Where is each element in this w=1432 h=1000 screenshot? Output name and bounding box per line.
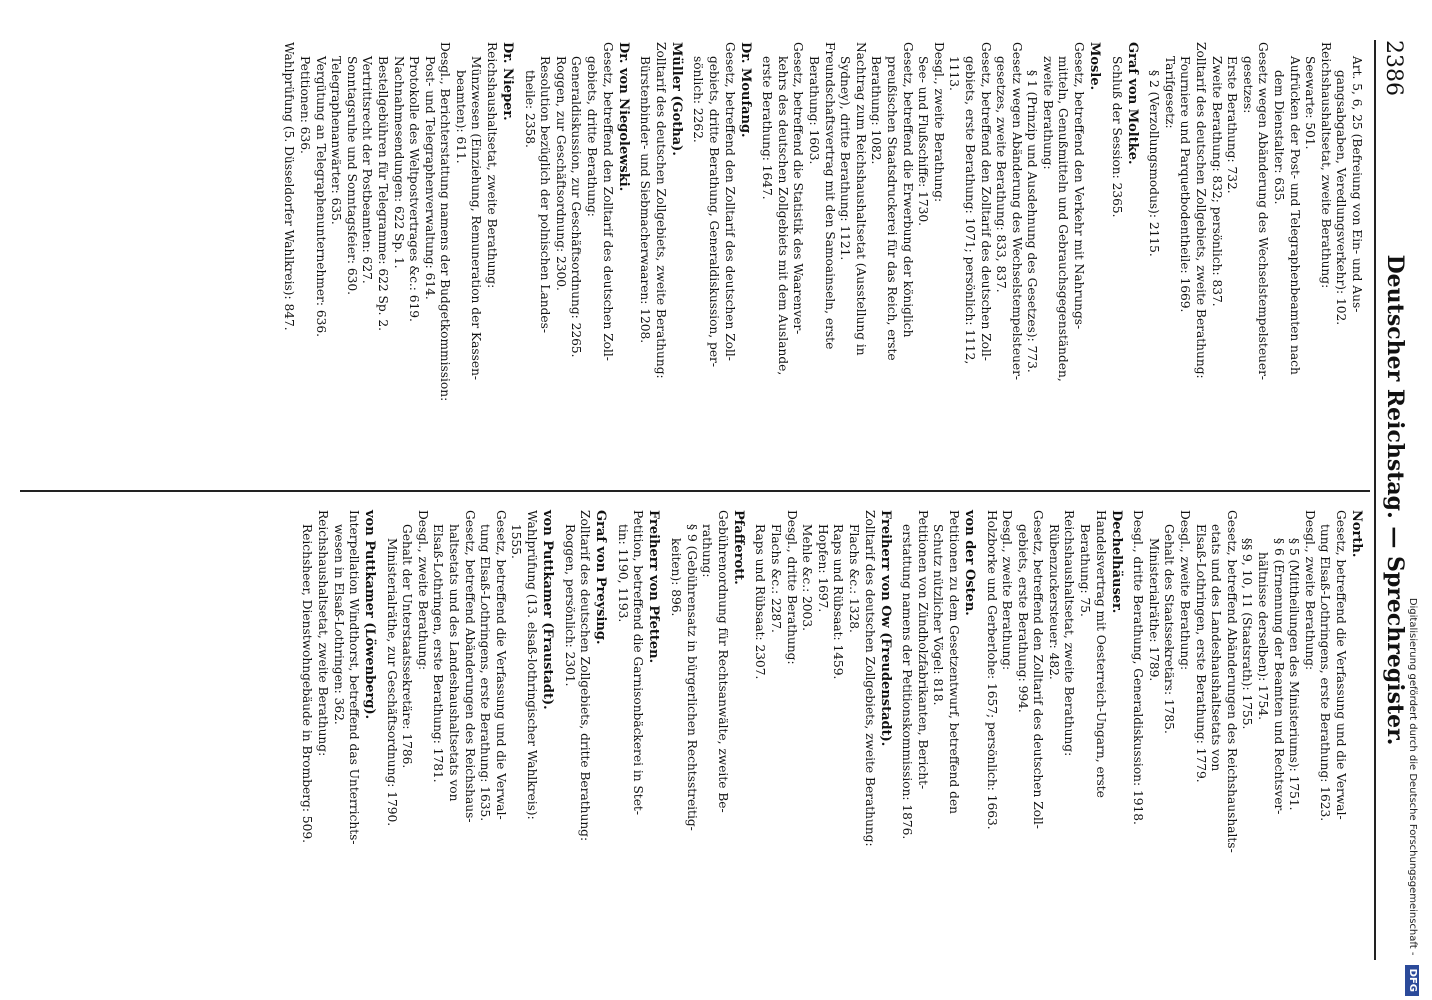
register-line: gebiets, dritte Berathung, Generaldiskussion, per- xyxy=(707,56,722,367)
register-line: Handelsvertrag mit Oesterreich-Ungarn, erste xyxy=(1093,510,1108,798)
register-line: Ministerialräthe, zur Geschäftsordnung: 1790. xyxy=(384,538,399,827)
register-line: Berathung: 75. xyxy=(1078,524,1093,617)
register-entry xyxy=(1108,42,1140,482)
register-line: Sydney), dritte Berathung: 1121. xyxy=(838,56,853,261)
register-line: Flachs &c.: 2287. xyxy=(769,524,783,633)
speaker-name: North. xyxy=(1349,510,1364,558)
register-line: Gesetz, betreffend den Zolltarif des deutschen Zoll- xyxy=(978,42,993,361)
register-entry xyxy=(759,42,1102,482)
register-line: Gesetz, betreffend die Erwerbung der königlich xyxy=(900,42,915,338)
register-line: Desgl., dritte Berathung, Generaldiskussion: 1918. xyxy=(1131,510,1146,825)
register-line: Hopfen: 1697. xyxy=(815,524,830,613)
register-line: gebiets, dritte Berathung: xyxy=(585,56,600,217)
speaker-name: Dr. von Niegolewski. xyxy=(615,42,631,192)
register-line: Gesetz wegen Abänderung des Wechselstempelsteuer- xyxy=(1009,42,1024,381)
register-line: Nachnahmesendungen: 622 Sp. 1. xyxy=(391,56,406,269)
register-line: Petitionen: 636. xyxy=(297,56,312,154)
register-line: § 5 (Mittheilungen des Ministeriums): 1751. xyxy=(1287,538,1302,811)
speaker-name: Freiherr von Ow (Freudenstadt). xyxy=(877,510,893,747)
register-line: § 9 (Gebührensatz in bürgerlichen Rechtsstreitig- xyxy=(684,524,699,831)
register-line: dem Dienstalter: 635. xyxy=(1272,70,1287,205)
register-line: Wahlprüfung (5. Düsseldorfer Wahlkreis): 847. xyxy=(282,42,297,331)
register-line: Gesetz wegen Abänderung des Wechselstempelsteuer- xyxy=(1256,42,1271,381)
register-line: Gesetz, betreffend den Zolltarif des deutschen Zoll- xyxy=(1031,510,1046,829)
register-line: Zolltarif des deutschen Zollgebiets, zweite Berathung: xyxy=(653,42,668,379)
register-line: Berathung: 1082. xyxy=(869,56,884,165)
register-line: wesen in Elsaß-Lothringen: 362. xyxy=(331,524,346,725)
register-line: Reichshaushaltsetat, zweite Berathung: xyxy=(315,510,330,757)
register-line: § 6 (Ernennung der Beamten und Rechtsver- xyxy=(1271,538,1286,815)
register-line: Telegraphenanwärter: 635. xyxy=(329,56,344,225)
register-line: Vergütung an Telegraphenunternehmer: 636. xyxy=(313,56,328,338)
speaker-name: von der Osten. xyxy=(961,510,977,616)
right-column xyxy=(293,510,1364,950)
register-line: zweite Berathung: xyxy=(1040,56,1055,170)
speaker-name: Dechelhäuser. xyxy=(1108,510,1124,614)
speaker-name: von Puttkamer (Fraustadt). xyxy=(540,510,556,710)
register-line: Gesetz, betreffend den Verkehr mit Nahrungs- xyxy=(1072,42,1087,330)
register-line: Reichshaushaltsetat, zweite Berathung: xyxy=(1318,42,1333,289)
digitization-note xyxy=(1400,6,1424,996)
register-line: Post- und Telegraphenverwaltung: 614. xyxy=(422,56,437,300)
register-line: sönlich: 2262. xyxy=(691,56,706,143)
register-line: Desgl., zweite Berathung: xyxy=(1302,510,1317,671)
register-line: Desgl., zweite Berathung: xyxy=(1000,510,1015,671)
register-line: Freundschaftsvertrag mit den Samoainseln, erste xyxy=(822,42,837,350)
register-line: tin: 1190, 1193. xyxy=(615,524,630,623)
digitization-note-text: Digitalisierung gefördert durch die Deutsche Forschungsgemeinschaft - xyxy=(1407,597,1418,956)
register-line: Desgl., zweite Berathung: xyxy=(931,42,946,203)
register-line: Interpellation Windthorst, betreffend das Unterrichts- xyxy=(347,510,362,845)
register-line: Gesetz, betreffend die Verfassung und die Verwal- xyxy=(1334,510,1348,820)
register-line: Reichsheer, Dienstwohngebäude in Bromberg: 509. xyxy=(300,524,315,843)
register-line: gesetzes, zweite Berathung: 833, 837. xyxy=(994,56,1009,293)
register-line: Vertrittsrecht der Postbeamten: 627. xyxy=(360,56,375,284)
register-line: Sonntagsruhe und Sonntagsfeier: 630. xyxy=(344,56,359,295)
register-line: gebiets, erste Berathung: 994. xyxy=(1015,524,1030,713)
register-line: Gesetz, betreffend Abänderungen des Reichshaushalts- xyxy=(1224,510,1239,853)
register-entry xyxy=(281,42,515,482)
register-line: Petitionen zu dem Gesetzentwurf, betreffend den xyxy=(946,510,961,815)
register-line: rathung: xyxy=(700,524,715,578)
register-line: Gesetz, betreffend den Zolltarif des deutschen Zoll- xyxy=(600,42,615,361)
register-line: Zolltarif des deutschen Zollgebiets, dritte Berathung: xyxy=(578,510,593,842)
column-divider xyxy=(20,490,1370,492)
register-line: Schutz nützlicher Vögel: 818. xyxy=(931,524,946,706)
register-line: tung Elsaß-Lothringens, erste Berathung: 1635. xyxy=(478,524,493,822)
register-line: Bestellgebühren für Telegramme: 622 Sp. 2. xyxy=(375,56,390,332)
speaker-name: Mosle. xyxy=(1087,42,1103,91)
page-number: 2386 xyxy=(1381,40,1406,96)
register-line: gesetzes: xyxy=(1240,56,1255,114)
register-line: Zweite Berathung: 832; persönlich: 837. xyxy=(1209,56,1224,307)
register-line: Raps und Rübsaat: 1459. xyxy=(831,524,846,680)
register-line: Desgl., Berichterstattung namens der Budgetkommission: xyxy=(438,42,453,402)
register-line: Protokolle des Weltpostvertrages &c.: 619. xyxy=(407,56,422,322)
register-line: Zolltarif des deutschen Zollgebiets, zweite Berathung: xyxy=(862,510,877,847)
register-entry xyxy=(614,510,661,950)
register-line: Gehalt der Unterstaatssekretäre: 1786. xyxy=(400,524,415,769)
register-entry xyxy=(899,510,977,950)
register-line: theile: 2358. xyxy=(522,70,537,148)
register-entry xyxy=(383,510,555,950)
register-line: keiten): 896. xyxy=(669,538,684,617)
register-line: Nachtrag zum Reichshaushaltsetat (Ausstellung in xyxy=(853,42,868,356)
register-line: Aufrücken der Post- und Telegraphenbeamten nach xyxy=(1287,56,1302,375)
register-line: See- und Flußschiffe: 1730. xyxy=(916,56,931,227)
speaker-name: Dr. Nieper. xyxy=(500,42,516,121)
speaker-name: Graf von Moltke. xyxy=(1124,42,1140,165)
speaker-name: Freiherr von Pfetten. xyxy=(646,510,662,664)
register-line: gebiets, erste Berathung: 1071; persönlich: 1112, xyxy=(962,56,977,365)
register-line: Desgl., zweite Berathung: xyxy=(415,510,430,671)
register-line: Holzborke und Gerberlohe: 1657; persönlich: 1663. xyxy=(984,510,999,830)
register-entry xyxy=(521,42,631,482)
register-line: Reichshaushaltsetat, zweite Berathung: xyxy=(1062,510,1077,757)
speaker-name: Graf von Preysing. xyxy=(593,510,609,645)
dfg-logo: DFG xyxy=(1405,965,1419,996)
register-line: Zolltarif des deutschen Zollgebiets, zweite Berathung: xyxy=(1194,42,1209,379)
register-line: Desgl., zweite Berathung: xyxy=(1178,510,1193,671)
register-line: Generaldiskussion, zur Geschäftsordnung: 2265. xyxy=(569,56,584,358)
register-line: beamten): 611. xyxy=(453,70,468,164)
register-line: erstattung namens der Petitionskommission: 1876. xyxy=(900,524,915,840)
register-line: Erste Berathung: 732. xyxy=(1225,56,1240,194)
register-line: Schluß der Session: 2365. xyxy=(1109,56,1124,218)
register-entry xyxy=(561,510,608,950)
register-line: Roggen, persönlich: 2301. xyxy=(562,524,577,687)
register-line: kehrs des deutschen Zollgebiets mit dem Auslande, xyxy=(775,56,790,376)
running-title: Deutscher Reichstag. — Sprechregister. xyxy=(1382,254,1408,746)
left-column xyxy=(275,42,1364,482)
register-line: Resolution bezüglich der polnischen Landes- xyxy=(538,56,553,333)
register-line: 1113. xyxy=(947,56,962,91)
register-line: Seewarte: 501. xyxy=(1303,56,1318,150)
register-line: Rübenzuckersteuer: 482. xyxy=(1046,524,1061,680)
register-line: preußischen Staatsdruckerei für das Reich, erste xyxy=(884,56,899,361)
register-line: haltsetats und des Landeshaushaltsetats von xyxy=(447,524,462,802)
register-line: § 1 (Prinzip und Ausdehnung des Gesetzes): 773. xyxy=(1025,70,1040,373)
register-line: Petition, betreffend die Garnisonbäckerei in Stet- xyxy=(631,510,646,815)
register-line: Elsaß-Lothringen, erste Berathung: 1781. xyxy=(431,524,446,783)
register-entry xyxy=(637,42,684,482)
register-line: Gehalt des Staatssekretärs: 1785. xyxy=(1162,524,1177,734)
register-line: Bürstenbinder- und Siebmacherwaaren: 1208. xyxy=(638,56,653,344)
speaker-name: Dr. Moufang. xyxy=(737,42,753,138)
register-line: Gesetz, betreffend die Verfassung und die Verwal- xyxy=(493,510,508,820)
speaker-name: Müller (Gotha). xyxy=(668,42,684,156)
register-entry xyxy=(299,510,377,950)
register-line: tung Elsaß-Lothringens, erste Berathung: 1623. xyxy=(1318,524,1333,822)
register-line: Desgl., dritte Berathung: xyxy=(784,510,799,665)
register-line: Roggen, zur Geschäftsordnung: 2300. xyxy=(553,56,568,291)
register-line: gangsabgaben, Veredlungsverkehr): 102. xyxy=(1334,70,1349,326)
register-line: Raps und Rübsaat: 2307. xyxy=(753,524,768,680)
speaker-name: Pfafferott. xyxy=(730,510,746,585)
register-line: Flachs &c.: 1328. xyxy=(846,524,861,633)
register-line: Gesetz, betreffend den Zolltarif des deutschen Zoll- xyxy=(722,42,737,361)
register-line: § 2 (Verzollungsmodus): 2115. xyxy=(1147,70,1162,257)
register-line: Tarifgesetz: xyxy=(1162,56,1177,129)
register-line: Gesetz, betreffend Abänderungen des Reichshaus- xyxy=(462,510,477,823)
register-line: Wahlprüfung (13. elsaß-lothringischer Wahlkreis): xyxy=(525,510,540,820)
register-line: Mehle &c.: 2003. xyxy=(800,524,815,631)
register-line: Elsaß-Lothringen, erste Berathung: 1779. xyxy=(1193,524,1208,783)
register-entry xyxy=(1130,510,1364,950)
register-line: §§ 9, 10, 11 (Staatsrath): 1755. xyxy=(1240,538,1255,730)
register-entry xyxy=(667,510,745,950)
register-line: Fourniere und Parquetbodentheile: 1669. xyxy=(1178,56,1193,313)
register-line: etats und des Landeshaushaltsetats von xyxy=(1209,524,1224,772)
register-line: Ministerialräthe: 1789. xyxy=(1146,538,1161,682)
register-line: Gesetz, betreffend die Statistik des Waarenver- xyxy=(791,42,806,335)
register-entry xyxy=(983,510,1124,950)
register-entry xyxy=(1146,42,1364,482)
register-line: Münzwesen (Einziehung, Remuneration der Kassen- xyxy=(469,56,484,381)
speaker-name: von Puttkamer (Löwenberg). xyxy=(362,510,378,720)
register-line: Petitionen von Zündholzfabrikanten, Bericht- xyxy=(915,510,930,790)
register-entry xyxy=(690,42,753,482)
register-line: mitteln, Genußmitteln und Gebrauchsgegenständen, xyxy=(1056,56,1071,382)
register-line: Gebührenordnung für Rechtsanwälte, zweite Be- xyxy=(715,510,730,813)
register-line: Art. 5, 6, 25 (Befreiung von Ein- und Aus- xyxy=(1350,56,1364,313)
register-line: 1555. xyxy=(509,524,524,559)
register-line: hältnisse derselben): 1754. xyxy=(1256,552,1271,720)
register-entry xyxy=(752,510,893,950)
register-line: Berathung: 1603. xyxy=(807,56,821,165)
register-line: Reichshaushaltsetat, zweite Berathung: xyxy=(485,42,500,289)
register-line: erste Berathung: 1647. xyxy=(760,56,775,200)
